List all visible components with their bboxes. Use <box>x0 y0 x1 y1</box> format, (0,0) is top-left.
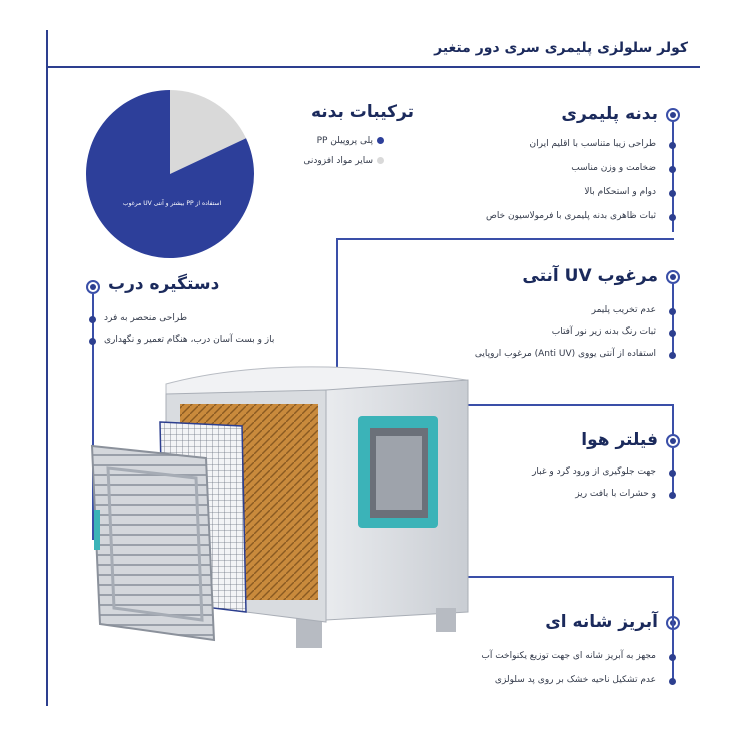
body-title: بدنه پلیمری <box>561 104 658 124</box>
page-title: کولر سلولزی پلیمری سری دور متغیر <box>434 40 688 56</box>
body-bullet: دوام و استحکام بالا <box>584 187 656 197</box>
uv-bullet: استفاده از آنتی یووی (Anti UV) مرغوب اروپایی <box>474 349 656 359</box>
composition-pie-chart <box>84 88 256 260</box>
handle-bullet: طراحی منحصر به فرد <box>104 313 187 323</box>
body-bullet: ضخامت و وزن مناسب <box>571 163 656 173</box>
composition-title: ترکیبات بدنه <box>310 102 414 122</box>
body-leader-line <box>336 238 674 240</box>
uv-title: مرغوب UV آنتی <box>522 266 658 286</box>
evaporative-cooler-illustration <box>86 350 476 670</box>
body-bullet: طراحی زیبا متناسب با اقلیم ایران <box>529 139 656 149</box>
shower-connector <box>672 578 674 684</box>
handle-title: دستگیره درب <box>108 274 220 294</box>
uv-connector <box>672 284 674 354</box>
filter-bullet: و حشرات با بافت ریز <box>575 489 656 499</box>
legend-swatch-pp <box>377 137 384 144</box>
bullet-icon <box>669 654 676 661</box>
body-marker-icon <box>666 108 680 122</box>
uv-bullet: عدم تخریب پلیمر <box>591 305 656 315</box>
filter-bullet: جهت جلوگیری از ورود گرد و غبار <box>532 467 656 477</box>
legend-label-pp: پلی پروپیلن PP <box>316 136 373 146</box>
bullet-icon <box>669 470 676 477</box>
uv-marker-icon <box>666 270 680 284</box>
bullet-icon <box>669 678 676 685</box>
handle-marker-icon <box>86 280 100 294</box>
pie-label: استفاده از PP بیشتر و آنتی UV مرغوب <box>122 200 222 207</box>
legend-item-pp <box>317 136 384 146</box>
shower-bullet: عدم تشکیل ناحیه خشک بر روی پد سلولزی <box>494 675 656 685</box>
bullet-icon <box>89 316 96 323</box>
filter-leader-drop <box>672 404 674 436</box>
uv-bullet: ثبات رنگ بدنه زیر نور آفتاب <box>551 327 656 337</box>
legend-item-other <box>303 156 384 166</box>
pie-svg <box>84 88 256 260</box>
filter-marker-icon <box>666 434 680 448</box>
bullet-icon <box>669 352 676 359</box>
handle-bullet: باز و بست آسان درب، هنگام تعمیر و نگهداری <box>104 335 275 345</box>
shower-title: آبریز شانه ای <box>545 612 658 632</box>
header-rule <box>48 66 700 68</box>
filter-title: فیلتر هوا <box>581 430 658 450</box>
bullet-icon <box>669 308 676 315</box>
bullet-icon <box>669 492 676 499</box>
bullet-icon <box>669 190 676 197</box>
bullet-icon <box>669 142 676 149</box>
body-bullet: ثبات ظاهری بدنه پلیمری با فرمولاسیون خاص <box>485 211 656 221</box>
bullet-icon <box>669 166 676 173</box>
shower-bullet: مجهز به آبریز شانه ای جهت توزیع یکنواخت آب <box>481 651 656 661</box>
legend-label-other: سایر مواد افزودنی <box>303 156 373 166</box>
bullet-icon <box>669 330 676 337</box>
bullet-icon <box>669 214 676 221</box>
legend-swatch-other <box>377 157 384 164</box>
bullet-icon <box>89 338 96 345</box>
